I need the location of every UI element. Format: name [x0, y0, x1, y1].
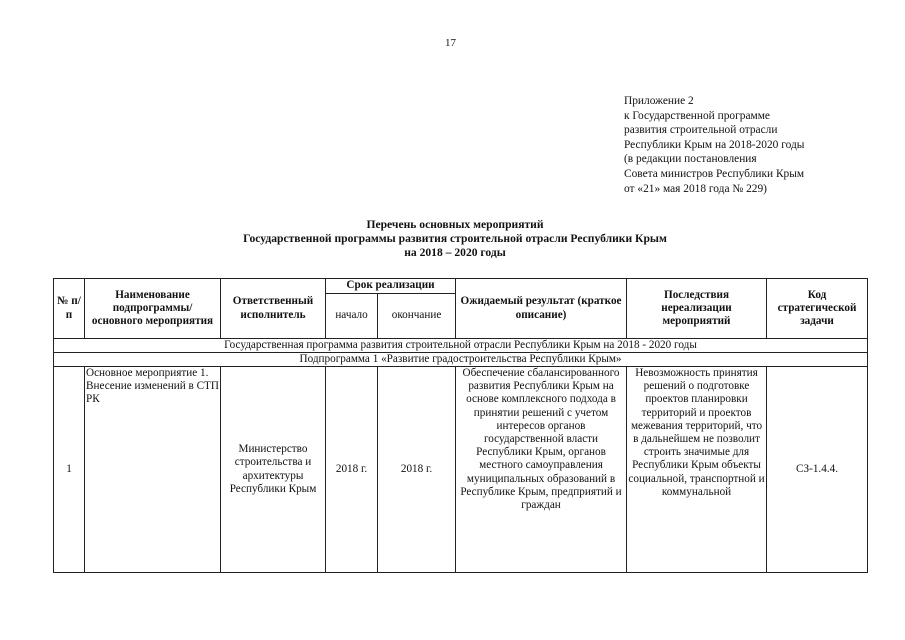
cell-code: СЗ-1.4.4. — [767, 367, 868, 573]
cell-executor: Министерство строительства и архитектуры Республики Крым — [221, 367, 326, 573]
appendix-note — [624, 94, 864, 196]
table-row — [54, 367, 868, 573]
program-row — [54, 339, 868, 353]
appendix-line: от «21» мая 2018 года № 229) — [624, 182, 767, 195]
appendix-line: Республики Крым на 2018-2020 годы — [624, 138, 805, 151]
header-consequences: Последствия нереализации мероприятий — [627, 279, 767, 339]
header-num: № п/п — [54, 279, 85, 339]
title-line: Перечень основных мероприятий — [366, 218, 544, 231]
subprogram-row — [54, 353, 868, 367]
cell-result: Обеспечение сбалансированного развития Республики Крым на основе комплексного подхода в принятии решений с учетом интересов органов государственной власти Республики Крым, органов местного самоуправления муниципальных образований в Республике Крым, предприятий и граждан — [456, 367, 627, 573]
title-line: Государственной программы развития строительной отрасли Республики Крым — [243, 232, 667, 246]
cell-num: 1 — [54, 367, 85, 573]
header-executor: Ответственный исполнитель — [221, 279, 326, 339]
header-start: начало — [326, 294, 378, 339]
appendix-line: развития строительной отрасли — [624, 124, 778, 137]
header-period: Срок реализации — [326, 279, 456, 294]
document-title — [0, 218, 905, 261]
page-number: 17 — [445, 37, 456, 49]
activities-table — [53, 278, 868, 573]
appendix-line: (в редакции постановления — [624, 153, 757, 166]
header-name: Наименование подпрограммы/ основного мероприятия — [85, 279, 221, 339]
appendix-line: к Государственной программе — [624, 109, 770, 122]
program-title: Государственная программа развития строительной отрасли Республики Крым на 2018 - 2020 годы — [54, 339, 868, 353]
appendix-line: Совета министров Республики Крым — [624, 167, 805, 180]
header-end: окончание — [378, 294, 456, 339]
subprogram-title: Подпрограмма 1 «Развитие градостроительства Республики Крым» — [54, 353, 868, 367]
header-result: Ожидаемый результат (краткое описание) — [456, 279, 627, 339]
cell-name: Основное мероприятие 1. Внесение изменений в СТП РК — [85, 367, 221, 573]
header-code: Код стратегической задачи — [767, 279, 868, 339]
title-line: на 2018 – 2020 годы — [404, 246, 506, 260]
appendix-line: Приложение 2 — [624, 95, 694, 107]
cell-consequences: Невозможность принятия решений о подготовке проектов планировки территорий и проектов межевания территорий, что в дальнейшем не позволит строить значимые для Республики Крым объекты социальной, транспортной и коммунальной — [627, 367, 767, 573]
cell-end: 2018 г. — [378, 367, 456, 573]
cell-start: 2018 г. — [326, 367, 378, 573]
